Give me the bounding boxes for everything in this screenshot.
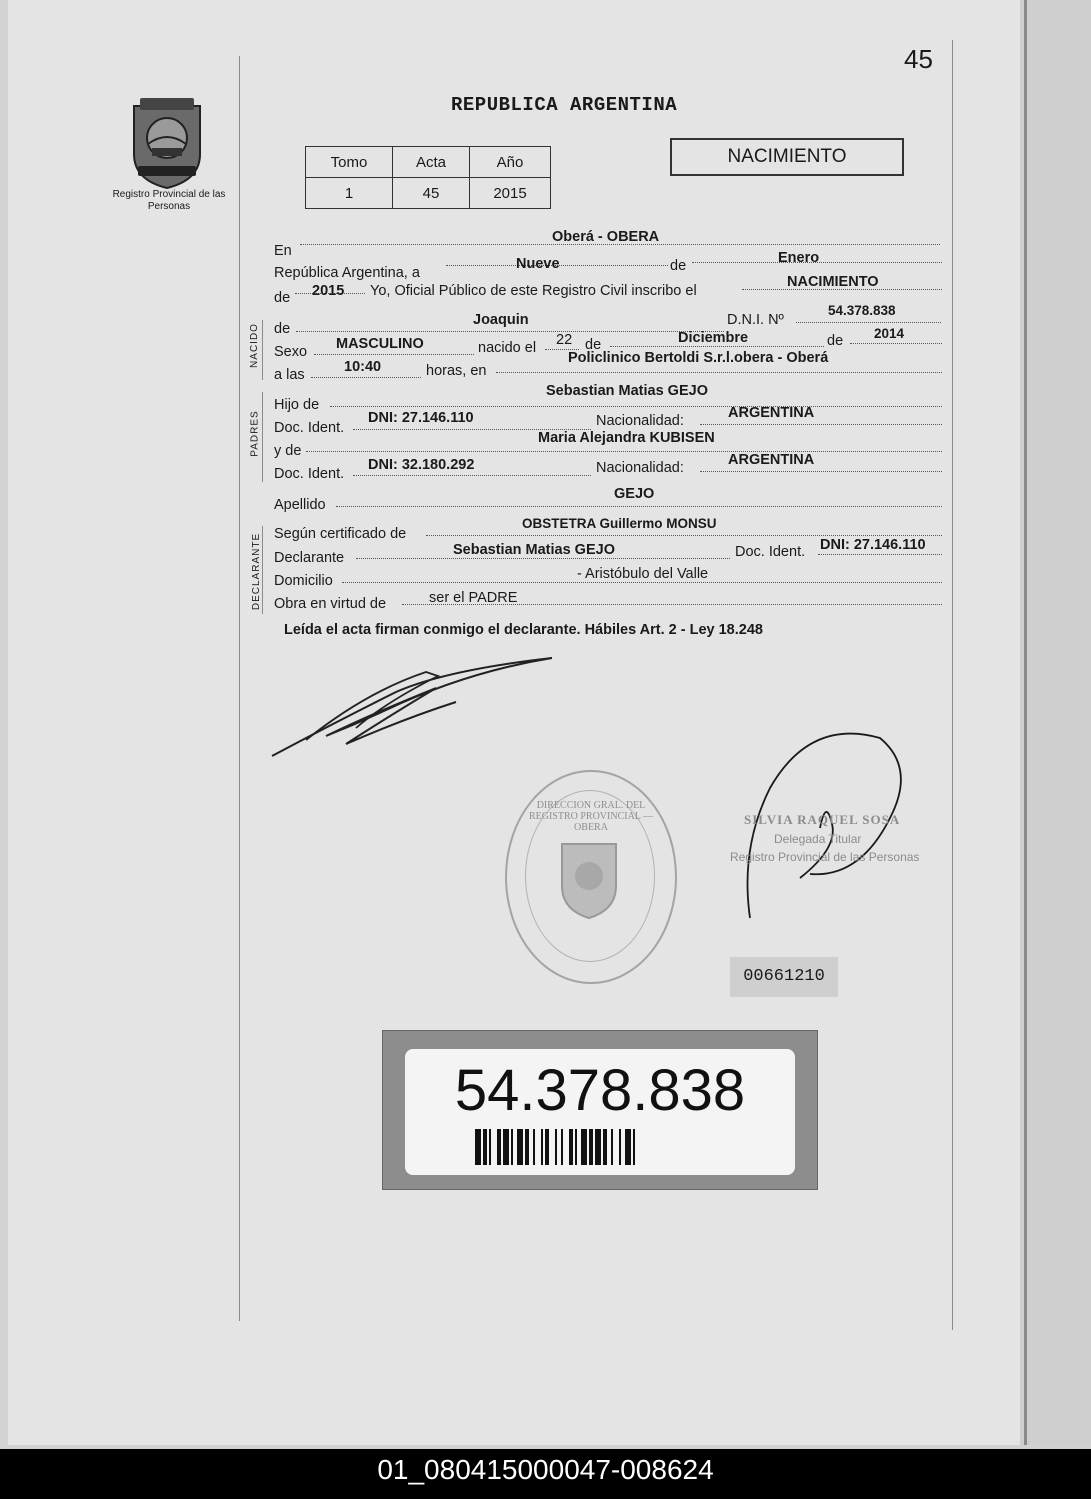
sexo-value: MASCULINO bbox=[336, 336, 424, 352]
closing-statement: Leída el acta firman conmigo el declarante. Hábiles Art. 2 - Ley 18.248 bbox=[284, 622, 763, 638]
dotted-line bbox=[496, 371, 942, 373]
republica-label: República Argentina, a bbox=[274, 265, 420, 281]
a-las-label: a las bbox=[274, 367, 305, 383]
nacido-el-label: nacido el bbox=[478, 340, 537, 356]
stamp-emblem-icon bbox=[556, 836, 622, 920]
obra-value: ser el PADRE bbox=[429, 590, 518, 606]
table-cell-tomo: 1 bbox=[306, 178, 393, 209]
dotted-line bbox=[353, 474, 591, 476]
de-label-3: de bbox=[827, 333, 844, 349]
horas-label: horas, en bbox=[426, 363, 487, 379]
doc-label-3: Doc. Ident. bbox=[735, 544, 806, 560]
padres-bracket bbox=[262, 392, 263, 482]
time-value: 10:40 bbox=[344, 359, 382, 375]
obra-label: Obra en virtud de bbox=[274, 596, 387, 612]
left-margin-line bbox=[239, 56, 240, 1321]
padres-section-label: PADRES bbox=[249, 410, 261, 457]
table-cell-anio: 2015 bbox=[470, 178, 551, 209]
dotted-line bbox=[296, 330, 724, 332]
mother-nationality: ARGENTINA bbox=[728, 452, 815, 468]
nacido-section-label: NACIDO bbox=[248, 323, 260, 368]
month-value: Enero bbox=[778, 250, 820, 266]
dotted-line bbox=[314, 353, 474, 355]
declarante-doc: DNI: 27.146.110 bbox=[820, 537, 926, 553]
father-nationality: ARGENTINA bbox=[728, 405, 815, 421]
dotted-line bbox=[306, 450, 942, 452]
nacido-bracket bbox=[262, 320, 263, 380]
child-dni: 54.378.838 bbox=[828, 303, 896, 318]
official-stamp-name: SILVIA RAQUEL SOSA bbox=[744, 812, 901, 827]
birth-year-value: 2014 bbox=[874, 326, 905, 341]
dotted-line bbox=[700, 470, 942, 472]
round-stamp-text: DIRECCION GRAL. DEL REGISTRO PROVINCIAL — OBERA bbox=[528, 800, 654, 833]
sexo-label: Sexo bbox=[274, 344, 308, 360]
domicilio-value: - Aristóbulo del Valle bbox=[577, 566, 709, 582]
birth-place-value: Policlinico Bertoldi S.r.l.obera - Oberá bbox=[568, 350, 829, 366]
father-name: Sebastian Matias GEJO bbox=[546, 383, 708, 399]
domicilio-label: Domicilio bbox=[274, 573, 333, 589]
document-sheet bbox=[8, 0, 1020, 1445]
dotted-line bbox=[796, 321, 941, 323]
declarante-label: Declarante bbox=[274, 550, 345, 566]
declarante-name: Sebastian Matias GEJO bbox=[453, 542, 615, 558]
table-header-row bbox=[306, 147, 551, 178]
official-stamp-role: Delegada Titular bbox=[774, 832, 862, 846]
year-value: 2015 bbox=[312, 283, 345, 299]
apellido-value: GEJO bbox=[614, 486, 655, 502]
dni-sticker bbox=[382, 1030, 818, 1190]
dotted-line bbox=[311, 376, 421, 378]
adjacent-page-edge bbox=[1020, 0, 1091, 1445]
right-margin-line bbox=[952, 40, 953, 1330]
y-de-label: y de bbox=[274, 443, 302, 459]
table-header: Tomo bbox=[306, 147, 393, 178]
de-label-2: de bbox=[585, 337, 602, 353]
officer-text: Yo, Oficial Público de este Registro Civil inscribo el bbox=[370, 283, 697, 299]
declarante-section-label: DECLARANTE bbox=[251, 532, 263, 611]
birth-month-value: Diciembre bbox=[678, 330, 749, 346]
serial-number: 00661210 bbox=[730, 957, 838, 997]
place-value: Oberá - OBERA bbox=[552, 229, 660, 245]
dni-sticker-number: 54.378.838 bbox=[454, 1058, 746, 1123]
dotted-line bbox=[818, 553, 942, 555]
dni-label: D.N.I. Nº bbox=[727, 312, 784, 328]
doc-label: Doc. Ident. bbox=[274, 420, 345, 436]
page-title: REPUBLICA ARGENTINA bbox=[451, 94, 678, 116]
day-value: Nueve bbox=[516, 256, 560, 272]
event-value: NACIMIENTO bbox=[787, 274, 879, 290]
hijo-label: Hijo de bbox=[274, 397, 320, 413]
mother-doc: DNI: 32.180.292 bbox=[368, 457, 475, 473]
nacionalidad-label-2: Nacionalidad: bbox=[596, 460, 684, 476]
table-row bbox=[306, 178, 551, 209]
de-label: de bbox=[670, 258, 687, 274]
scan-footer-id: 01_080415000047-008624 bbox=[0, 1449, 1091, 1499]
mother-name: Maria Alejandra KUBISEN bbox=[538, 430, 715, 446]
dni-sticker-panel bbox=[405, 1049, 795, 1175]
certificado-label: Según certificado de bbox=[274, 526, 407, 542]
declarante-bracket bbox=[262, 526, 263, 614]
dotted-line bbox=[850, 342, 942, 344]
doc-label-2: Doc. Ident. bbox=[274, 466, 345, 482]
en-label: En bbox=[274, 243, 292, 259]
dotted-line bbox=[426, 534, 942, 536]
apellido-label: Apellido bbox=[274, 497, 326, 513]
record-type-box: NACIMIENTO bbox=[670, 138, 904, 176]
dotted-line bbox=[700, 423, 942, 425]
provincial-coat-of-arms-icon bbox=[126, 94, 208, 190]
dotted-line bbox=[336, 505, 942, 507]
birth-day-value: 22 bbox=[556, 332, 573, 348]
official-stamp-org: Registro Provincial de las Personas bbox=[730, 850, 920, 864]
registry-table bbox=[305, 146, 551, 209]
table-header: Acta bbox=[393, 147, 470, 178]
page-number: 45 bbox=[904, 44, 933, 74]
logo-caption: Registro Provincial de las Personas bbox=[112, 189, 226, 212]
de2-label: de bbox=[274, 290, 291, 306]
barcode-icon bbox=[475, 1129, 727, 1165]
table-header: Año bbox=[470, 147, 551, 178]
nacionalidad-label: Nacionalidad: bbox=[596, 413, 684, 429]
dotted-line bbox=[330, 405, 942, 407]
certificado-value: OBSTETRA Guillermo MONSU bbox=[522, 516, 717, 531]
de-label: de bbox=[274, 321, 291, 337]
child-name: Joaquin bbox=[473, 312, 529, 328]
declarant-signature bbox=[266, 652, 566, 762]
father-doc: DNI: 27.146.110 bbox=[368, 410, 474, 426]
table-cell-acta: 45 bbox=[393, 178, 470, 209]
